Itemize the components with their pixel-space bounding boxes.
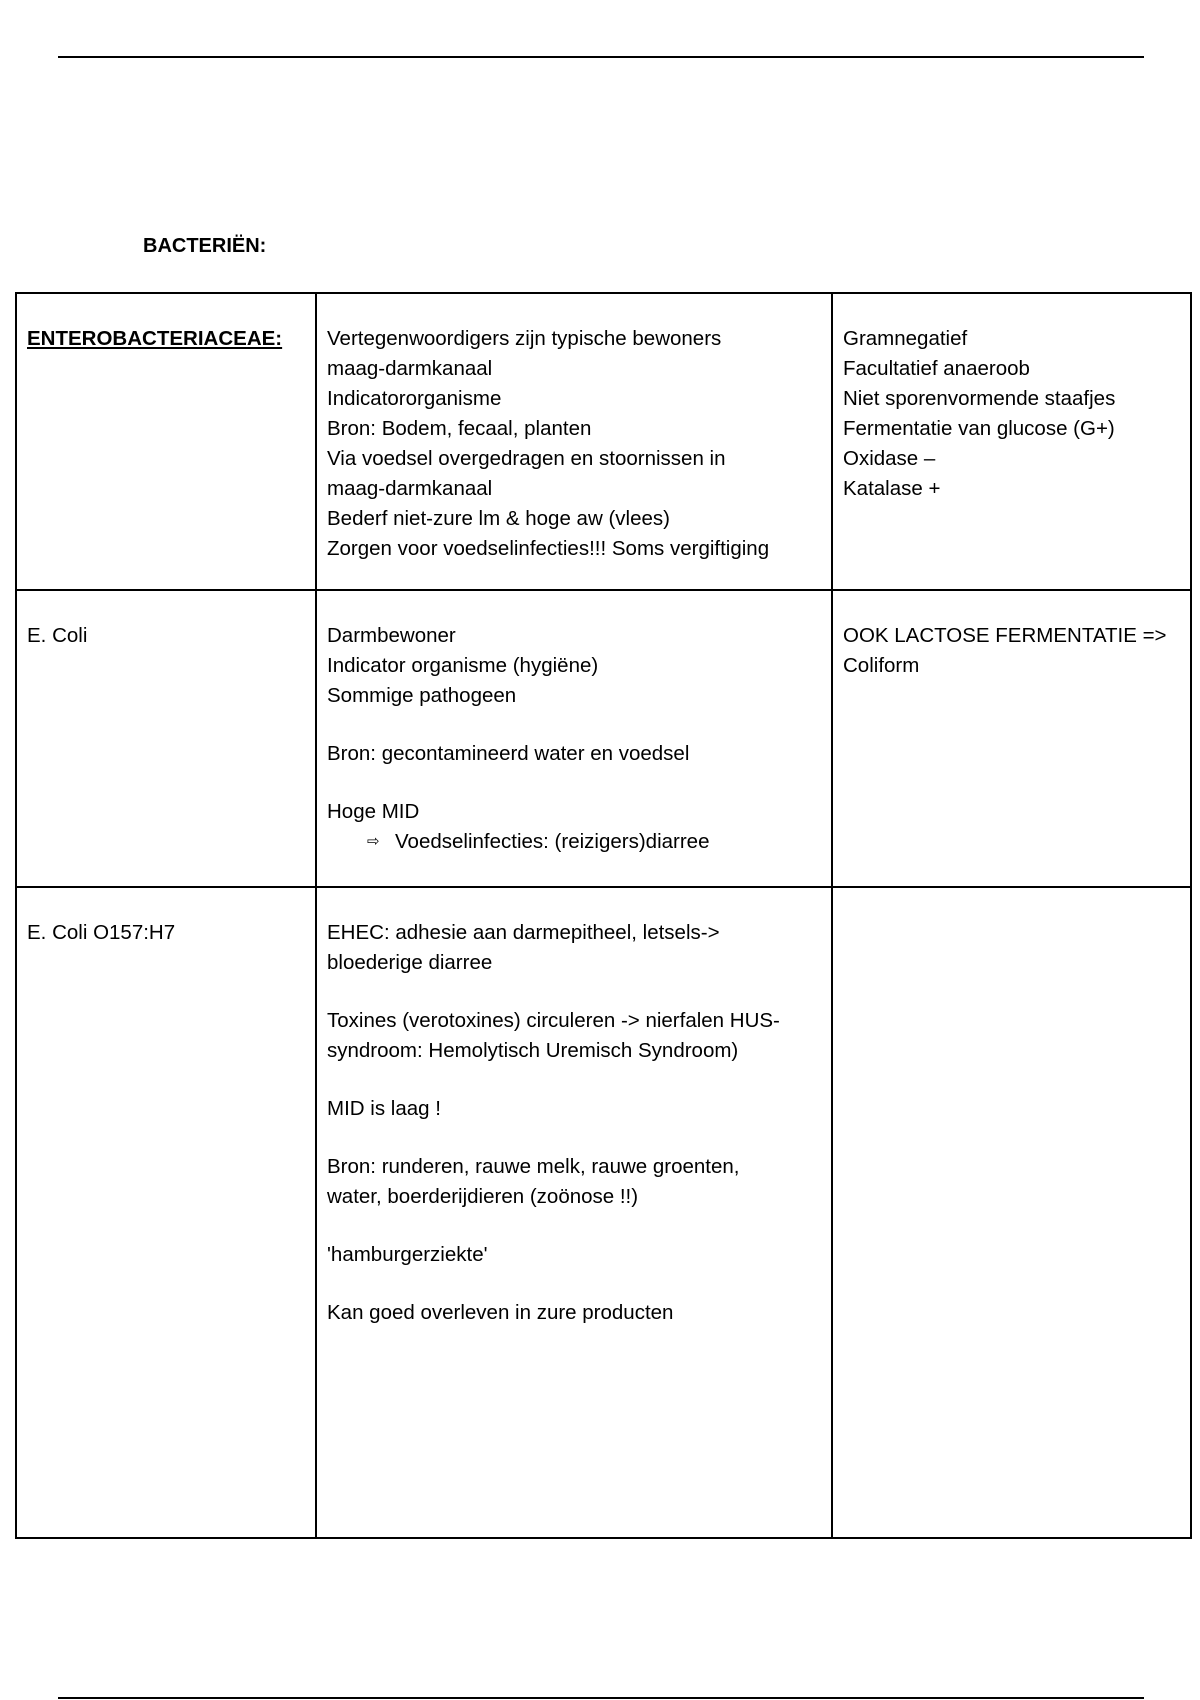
row-name: E. Coli <box>27 624 88 647</box>
description-line: water, boerderijdieren (zoönose !!) <box>327 1185 639 1208</box>
description-cell <box>316 887 832 1538</box>
description-line: maag-darmkanaal <box>327 477 493 500</box>
description-line: MID is laag ! <box>327 1097 441 1120</box>
description-line: Sommige pathogeen <box>327 684 517 707</box>
property-line: Katalase + <box>843 477 941 500</box>
description-cell <box>316 590 832 887</box>
paragraph-gap <box>327 1124 821 1152</box>
description-line: syndroom: Hemolytisch Uremisch Syndroom) <box>327 1039 739 1062</box>
description-line: Zorgen voor voedselinfecties!!! Soms vergiftiging <box>327 537 770 560</box>
paragraph-gap <box>327 978 821 1006</box>
description-line: Vertegenwoordigers zijn typische bewoners <box>327 327 722 350</box>
paragraph-gap <box>327 769 821 797</box>
row-name-cell <box>16 590 316 887</box>
bullet-item <box>327 827 821 857</box>
row-name: ENTEROBACTERIACEAE: <box>27 327 283 350</box>
property-line: Fermentatie van glucose (G+) <box>843 417 1115 440</box>
description-line: Bron: gecontamineerd water en voedsel <box>327 742 690 765</box>
properties-cell <box>832 590 1191 887</box>
description-line: Indicator organisme (hygiëne) <box>327 654 599 677</box>
description-line: Kan goed overleven in zure producten <box>327 1301 674 1324</box>
properties-cell <box>832 887 1191 1538</box>
table-row <box>16 293 1191 590</box>
properties-cell <box>832 293 1191 590</box>
description-line: Bron: Bodem, fecaal, planten <box>327 417 592 440</box>
description-line: Via voedsel overgedragen en stoornissen in <box>327 447 726 470</box>
table-row <box>16 590 1191 887</box>
property-line: Gramnegatief <box>843 327 968 350</box>
property-line: OOK LACTOSE FERMENTATIE => <box>843 624 1167 647</box>
paragraph-gap <box>327 1066 821 1094</box>
description-line: Indicatororganisme <box>327 387 502 410</box>
row-name-cell <box>16 887 316 1538</box>
description-line: Darmbewoner <box>327 624 456 647</box>
description-line: maag-darmkanaal <box>327 357 493 380</box>
row-name-cell <box>16 293 316 590</box>
property-line: Facultatief anaeroob <box>843 357 1030 380</box>
bullet-text: Voedselinfecties: (reizigers)diarree <box>395 830 710 853</box>
bacteria-table <box>15 292 1192 1539</box>
property-line: Niet sporenvormende staafjes <box>843 387 1116 410</box>
description-line: 'hamburgerziekte' <box>327 1243 488 1266</box>
description-cell <box>316 293 832 590</box>
description-line: bloederige diarree <box>327 951 493 974</box>
section-heading: BACTERIËN: <box>143 235 267 257</box>
description-line: Bron: runderen, rauwe melk, rauwe groenten, <box>327 1155 740 1178</box>
paragraph-gap <box>327 1270 821 1298</box>
footer-rule <box>58 1697 1144 1699</box>
arrow-right-icon: ⇨ <box>367 833 380 850</box>
description-line: Bederf niet-zure lm & hoge aw (vlees) <box>327 507 670 530</box>
row-name: E. Coli O157:H7 <box>27 921 176 944</box>
table-row <box>16 887 1191 1538</box>
description-line: Toxines (verotoxines) circuleren -> nierfalen HUS- <box>327 1009 780 1032</box>
description-line: Hoge MID <box>327 800 420 823</box>
paragraph-gap <box>327 711 821 739</box>
header-rule <box>58 56 1144 58</box>
property-line: Coliform <box>843 654 920 677</box>
property-line: Oxidase – <box>843 447 936 470</box>
description-line: EHEC: adhesie aan darmepitheel, letsels-> <box>327 921 720 944</box>
paragraph-gap <box>327 1212 821 1240</box>
